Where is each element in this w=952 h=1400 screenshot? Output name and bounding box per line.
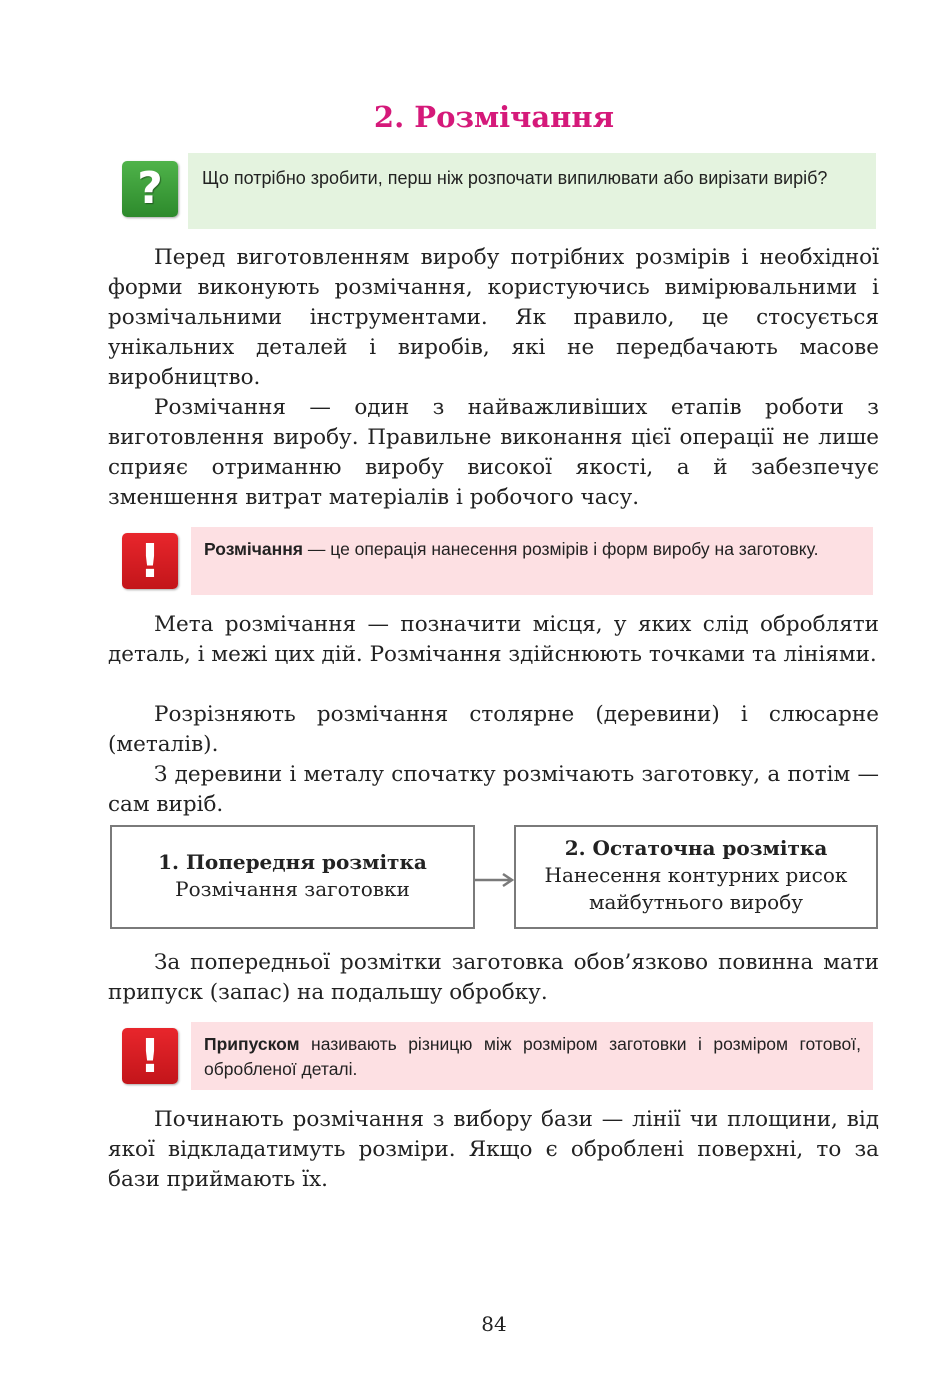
paragraph-allowance xyxy=(108,948,879,1008)
paragraph-text: Починають розмічання з вибору бази — лінії чи площини, від якої відкладатимуть розміри. Якщо є оброблені поверхні, то за бази приймають їх. xyxy=(108,1107,879,1192)
question-mark-glyph: ? xyxy=(137,163,163,214)
step-body: Нанесення контурних рисок майбутнього виробу xyxy=(544,863,848,914)
paragraph-intro-2 xyxy=(108,393,879,513)
paragraph-text: З деревини і металу спочатку розмічають заготовку, а потім — сам виріб. xyxy=(108,762,879,817)
page-number: 84 xyxy=(481,1312,507,1336)
question-box xyxy=(188,153,876,229)
definition-text: — це операція нанесення розмірів і форм виробу на заготовку. xyxy=(303,539,819,559)
definition-text: називають різницю між розміром заготовки і розміром готової, обробленої деталі. xyxy=(204,1034,861,1079)
paragraph-text: Розмічання — один з найважливіших етапів роботи з виготовлення виробу. Правильне виконання цієї операції не лише сприяє отриманню виробу високої якості, а й забезпечує зменшення витрат матеріалів і робочого часу. xyxy=(108,395,879,510)
definition-term: Припуском xyxy=(204,1034,300,1054)
step-title: 1. Попередня розмітка xyxy=(158,850,427,874)
paragraph-text: Перед виготовленням виробу потрібних розмірів і необхідної форми виконують розмічання, користуючись вимірювальними і розмічальними інструментами. Як правило, це стосується унікальних деталей і виробів, які не передбачають масове виробництво. xyxy=(108,245,879,390)
step-box-final xyxy=(514,825,878,929)
exclamation-glyph: ! xyxy=(139,1029,161,1083)
section-title: 2. Розмічання xyxy=(373,100,615,134)
question-text: Що потрібно зробити, перш ніж розпочати випилювати або вирізати виріб? xyxy=(202,168,828,188)
exclamation-glyph: ! xyxy=(139,534,161,588)
paragraph-intro-1 xyxy=(108,243,879,393)
exclamation-icon xyxy=(122,533,178,589)
definition-term: Розмічання xyxy=(204,539,304,559)
paragraph-base xyxy=(108,1105,879,1195)
paragraph-order xyxy=(108,760,879,820)
definition-box-allowance xyxy=(191,1022,873,1090)
step-box-preliminary xyxy=(110,825,475,929)
step-arrow-icon xyxy=(474,870,516,890)
paragraph-text: Розрізняють розмічання столярне (деревини) і слюсарне (металів). xyxy=(108,702,879,757)
paragraph-text: Мета розмічання — позначити місця, у яких слід обробляти деталь, і межі цих дій. Розмічання здійснюють точками та лініями. xyxy=(108,612,879,667)
paragraph-types xyxy=(108,700,879,760)
question-icon xyxy=(122,161,178,217)
paragraph-purpose xyxy=(108,610,879,670)
paragraph-text: За попередньої розмітки заготовка обов’язково повинна мати припуск (запас) на подальшу обробку. xyxy=(108,950,879,1005)
definition-box-marking xyxy=(191,527,873,595)
step-title: 2. Остаточна розмітка xyxy=(564,836,828,860)
exclamation-icon xyxy=(122,1028,178,1084)
step-body: Розмічання заготовки xyxy=(175,877,410,901)
